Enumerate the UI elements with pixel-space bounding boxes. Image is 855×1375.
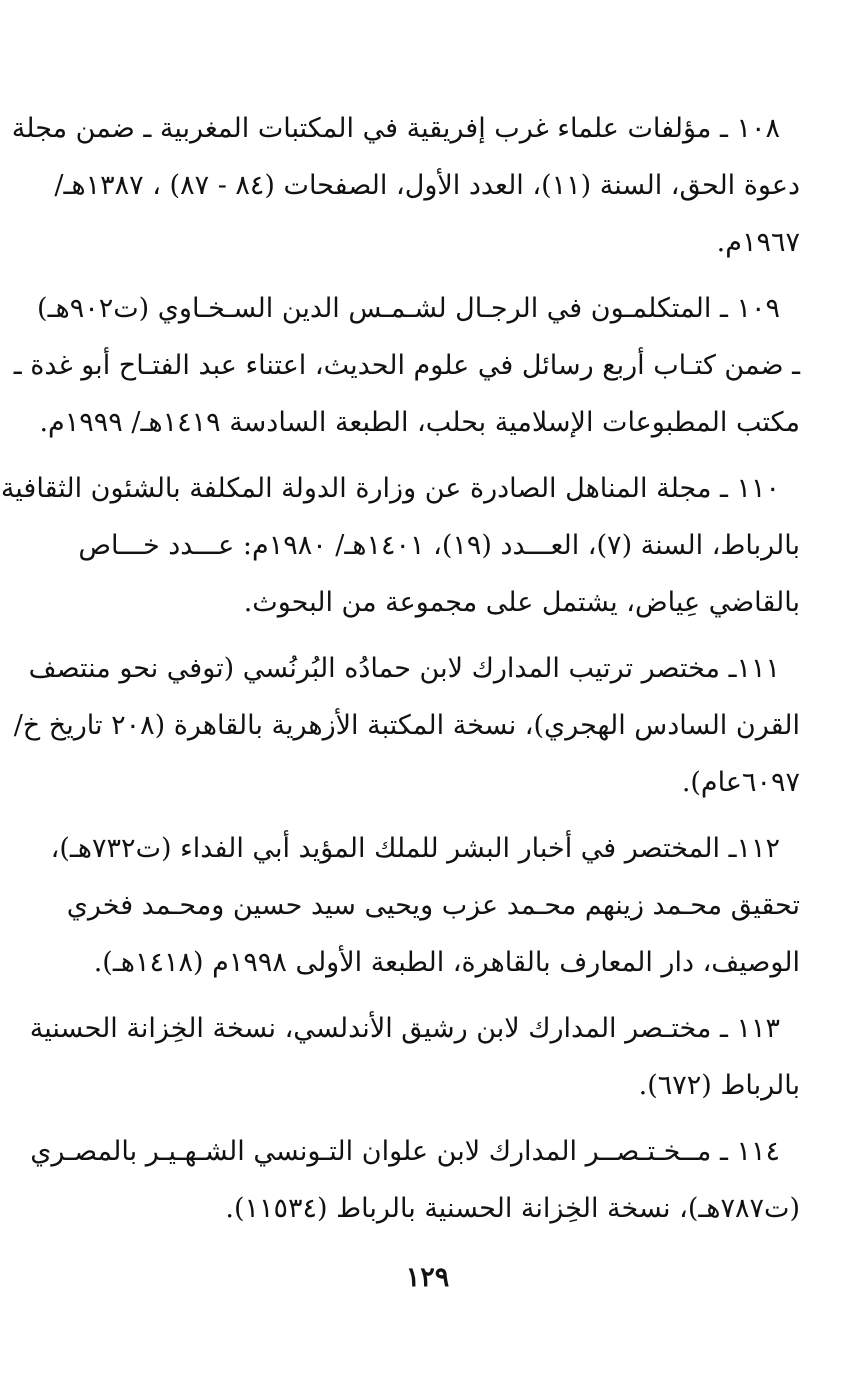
bibliography-entry-111 [13,640,800,811]
entry-line: ١١٠ ـ مجلة المناهل الصادرة عن وزارة الدولة المكلفة بالشئون الثقافية [0,473,780,504]
bibliography-entry-110 [0,460,800,631]
entry-line: بالرباط، السنة (٧)، العـــدد (١٩)، ١٤٠١هـ/ ١٩٨٠م: عـــدد خـــاص [78,530,800,561]
entry-line: القرن السادس الهجري)، نسخة المكتبة الأزهرية بالقاهرة (٢٠٨ تاريخ خ/ [13,710,800,741]
entry-line: ١١٢ـ المختصر في أخبار البشر للملك المؤيد أبي الفداء (ت٧٣٢هـ)، [50,833,780,864]
entry-line: مكتب المطبوعات الإسلامية بحلب، الطبعة السادسة ١٤١٩هـ/ ١٩٩٩م. [39,407,800,438]
page-number: ١٢٩ [405,1262,450,1293]
entry-line: الوصيف، دار المعارف بالقاهرة، الطبعة الأولى ١٩٩٨م (١٤١٨هـ). [93,947,800,978]
bibliography-entry-109 [13,280,800,451]
entry-line: ١٠٨ ـ مؤلفات علماء غرب إفريقية في المكتبات المغربية ـ ضمن مجلة [11,113,780,144]
entry-line: ١١٤ ـ مــخـتـصــر المدارك لابن علوان التـونسي الشـهـيـر بالمصـري [30,1136,780,1167]
entry-line: ١١١ـ مختصر ترتيب المدارك لابن حمادُه البُرنُسي (توفي نحو منتصف [28,653,780,684]
entry-line: ١١٣ ـ مختـصر المدارك لابن رشيق الأندلسي، نسخة الخِزانة الحسنية [29,1013,780,1044]
bibliography-entry-113 [29,1000,800,1114]
entry-line: بالقاضي عِياض، يشتمل على مجموعة من البحوث. [243,587,800,618]
entry-line: ـ ضمن كتـاب أربع رسائل في علوم الحديث، اعتناء عبد الفتـاح أبو غدة ـ [13,350,800,381]
bibliography-entry-108 [11,100,800,271]
entry-line: (ت٧٨٧هـ)، نسخة الخِزانة الحسنية بالرباط (١١٥٣٤). [225,1193,800,1224]
bibliography-entry-114 [30,1123,800,1237]
bibliography-entry-112 [50,820,800,991]
bibliography-list [0,100,800,1246]
entry-line: ٦٠٩٧عام). [681,767,800,798]
entry-line: ١٩٦٧م. [716,227,800,258]
entry-line: دعوة الحق، السنة (١١)، العدد الأول، الصفحات (٨٤ - ٨٧) ، ١٣٨٧هـ/ [54,170,800,201]
entry-line: ١٠٩ ـ المتكلمـون في الرجـال لشـمـس الدين السـخـاوي (ت٩٠٢هـ) [37,293,780,324]
entry-line: تحقيق محـمد زينهم محـمد عزب ويحيى سيد حسين ومحـمد فخري [66,890,800,921]
entry-line: بالرباط (٦٧٢). [638,1070,800,1101]
